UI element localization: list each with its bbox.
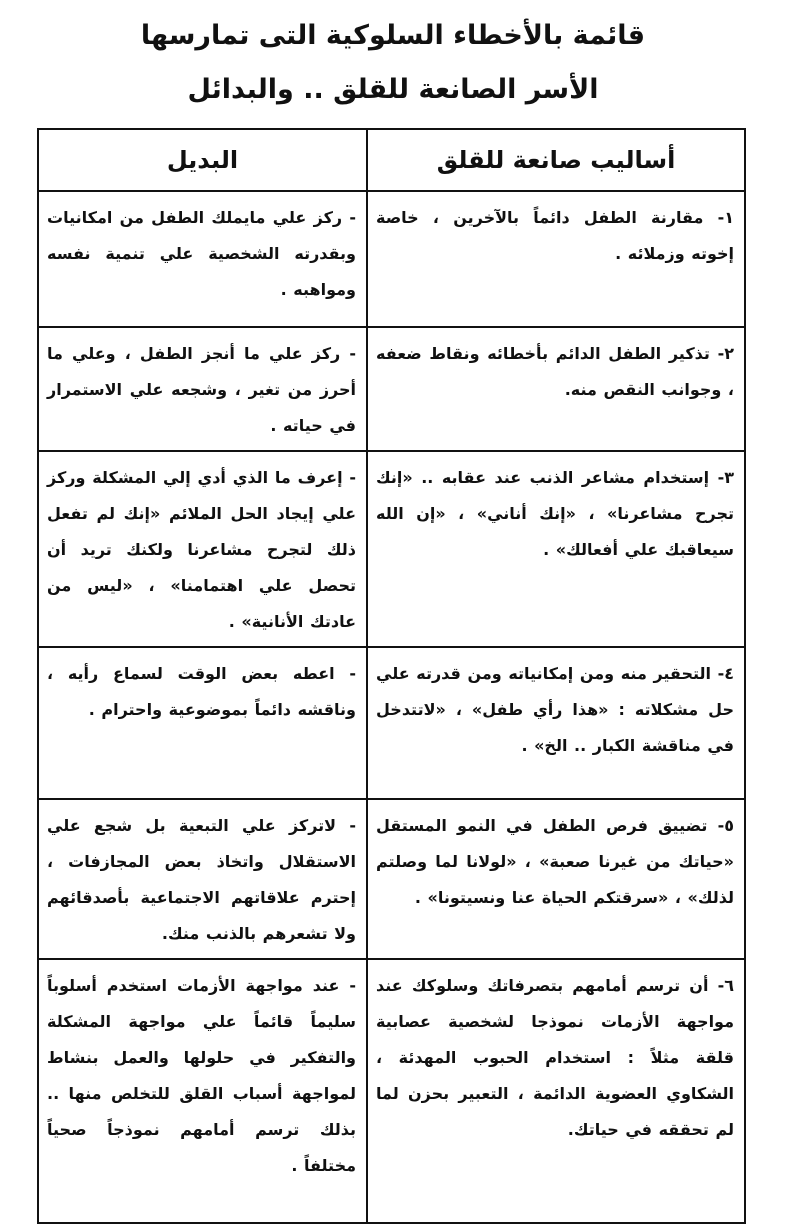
alternative-cell: - عند مواجهة الأزمات استخدم أسلوباً سليماً قائماً علي مواجهة المشكلة والتفكير في حلولها والعمل بنشاط لمواجهة أسباب القلق للتخلص منها .. بذلك ترسم أمامهم نموذجاً صحياً مختلفاً .: [38, 959, 367, 1223]
document-title-line-1: قائمة بالأخطاء السلوكية التى تمارسها: [140, 20, 646, 51]
table-row: [38, 959, 745, 1223]
table-row: [38, 327, 745, 451]
header-methods: أساليب صانعة للقلق: [367, 129, 745, 191]
alternative-cell: - لاتركز علي التبعية بل شجع علي الاستقلال واتخاذ بعض المجازفات ، إحترم علاقاتهم الاجتماعية بأصدقائهم ولا تشعرهم بالذنب منك.: [38, 799, 367, 959]
alternative-cell: - اعطه بعض الوقت لسماع رأيه ، وناقشه دائماً بموضوعية واحترام .: [38, 647, 367, 799]
method-cell: ١- مقارنة الطفل دائماً بالآخرين ، خاصة إخوته وزملائه .: [367, 191, 745, 327]
method-cell: ٤- التحقير منه ومن إمكانياته ومن قدرته علي حل مشكلاته : «هذا رأي طفل» ، «لاتتدخل في مناقشة الكبار .. الخ» .: [367, 647, 745, 799]
table-header-row: [38, 129, 745, 191]
methods-alternatives-table: [37, 128, 746, 1224]
method-cell: ٥- تضييق فرص الطفل في النمو المستقل «حياتك من غيرنا صعبة» ، «لولانا لما وصلتم لذلك» ، «سرقتكم الحياة عنا ونسيتونا» .: [367, 799, 745, 959]
alternative-cell: - ركز علي ما أنجز الطفل ، وعلي ما أحرز من تغير ، وشجعه علي الاستمرار في حياته .: [38, 327, 367, 451]
method-cell: ٦- أن ترسم أمامهم بتصرفاتك وسلوكك عند مواجهة الأزمات نموذجا لشخصية عصابية قلقة مثلاً : استخدام الحبوب المهدئة ، الشكاوي العضوية الدائمة ، التعبير بحزن لما لم تحققه في حياتك.: [367, 959, 745, 1223]
table-row: [38, 451, 745, 647]
table-row: [38, 799, 745, 959]
table-row: [38, 647, 745, 799]
alternative-cell: - ركز علي مايملك الطفل من امكانيات وبقدرته الشخصية علي تنمية نفسه ومواهبه .: [38, 191, 367, 327]
method-cell: ٢- تذكير الطفل الدائم بأخطائه ونقاط ضعفه ، وجوانب النقص منه.: [367, 327, 745, 451]
document-title-line-2: الأسر الصانعة للقلق .. والبدائل: [187, 74, 599, 105]
header-alternative: البديل: [38, 129, 367, 191]
alternative-cell: - إعرف ما الذي أدي إلي المشكلة وركز علي إيجاد الحل الملائم «إنك لم تفعل ذلك لتجرح مشاعرنا ولكنك تريد أن تحصل علي اهتمامنا» ، «ليس من عادتك الأنانية» .: [38, 451, 367, 647]
table-row: [38, 191, 745, 327]
method-cell: ٣- إستخدام مشاعر الذنب عند عقابه .. «إنك تجرح مشاعرنا» ، «إنك أناني» ، «إن الله سيعاقبك علي أفعالك» .: [367, 451, 745, 647]
